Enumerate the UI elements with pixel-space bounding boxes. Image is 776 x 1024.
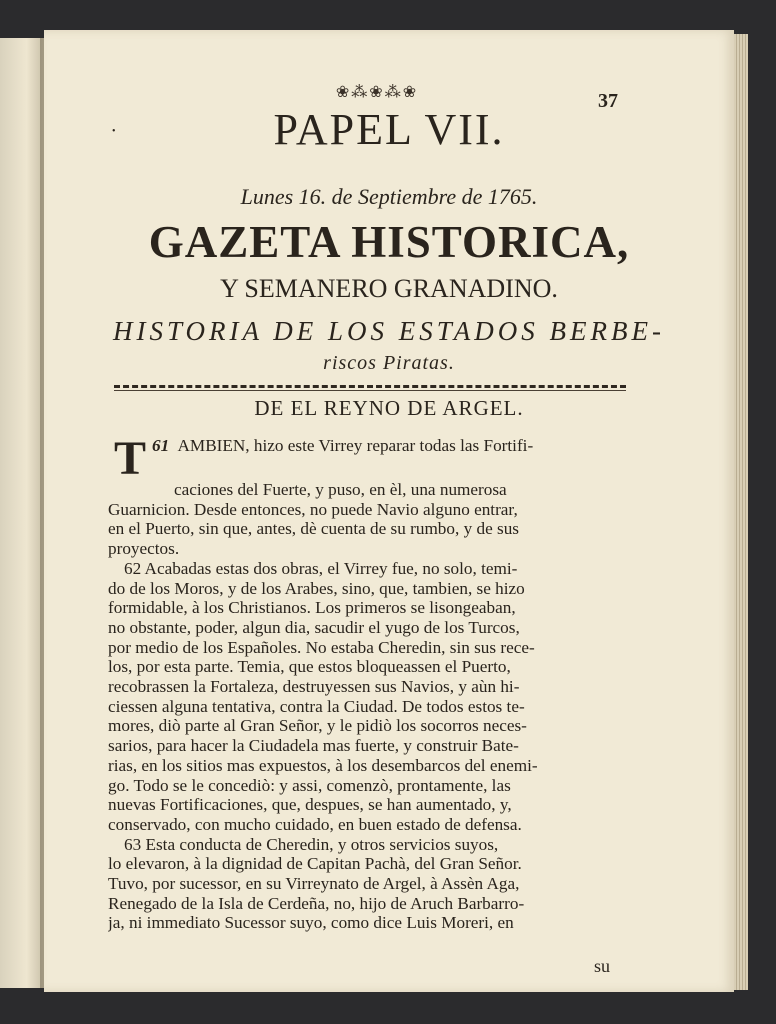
text-line: Tuvo, por sucessor, en su Virreynato de Argel, à Assèn Aga, — [108, 874, 520, 894]
issue-date: Lunes 16. de Septiembre de 1765. — [240, 184, 538, 209]
text-line: conservado, con mucho cuidado, en buen estado de defensa. — [108, 814, 522, 834]
page-edges — [734, 34, 748, 990]
text-line — [108, 436, 638, 480]
text-line: por medio de los Españoles. No estaba Cheredin, sin sus rece- — [108, 637, 535, 657]
text-line: lo elevaron, à la dignidad de Capitan Pachà, del Gran Señor. — [108, 854, 522, 874]
paragraph-number: 61 — [152, 436, 170, 455]
gazette-title: GAZETA HISTORICA, — [148, 217, 630, 267]
article-heading-cont: riscos Piratas. — [323, 352, 455, 374]
text-line: proyectos. — [108, 539, 180, 559]
text-line: formidable, à los Christianos. Los primeros se lisongeaban, — [108, 598, 516, 618]
text-line: 63 Esta conducta de Cheredin, y otros servicios suyos, — [124, 834, 499, 854]
ink-dot: • — [112, 126, 116, 137]
text-line: Renegado de la Isla de Cerdeña, no, hijo de Aruch Barbarro- — [108, 893, 525, 913]
text-line: ja, ni immediato Sucessor suyo, como dice Luis Moreri, en — [108, 913, 514, 933]
text-line-content: AMBIEN, hizo este Virrey reparar todas las Fortifi- — [177, 436, 534, 455]
text-line: en el Puerto, sin que, antes, dè cuenta de su rumbo, y de sus — [108, 519, 519, 539]
catchword: su — [594, 956, 611, 976]
text-line: sarios, para hacer la Ciudadela mas fuerte, y construir Bate- — [108, 736, 519, 756]
article-body — [108, 436, 638, 933]
drop-cap: T — [114, 436, 147, 480]
gazette-subtitle: Y SEMANERO GRANADINO. — [220, 274, 558, 303]
text-line: nuevas Fortificaciones, que, despues, se han aumentado, y, — [108, 795, 512, 815]
text-line: ciessen alguna tentativa, contra la Ciudad. De todos estos te- — [108, 696, 525, 716]
section-heading: DE EL REYNO DE ARGEL. — [254, 396, 524, 420]
header-ornament: ❀⁂❀⁂❀ — [335, 84, 419, 101]
text-line: Guarnicion. Desde entonces, no puede Navio alguno entrar, — [108, 499, 518, 519]
text-line: recobrassen la Fortaleza, destruyessen sus Navios, y aùn hi- — [108, 677, 520, 697]
text-line: rias, en los sitios mas expuestos, à los desembarcos del enemi- — [108, 755, 538, 775]
book-page — [44, 30, 734, 992]
page-number: 37 — [598, 90, 618, 112]
text-line: los, por esta parte. Temia, que estos bloqueassen el Puerto, — [108, 657, 511, 677]
text-line: do de los Moros, y de los Arabes, sino, que, tambien, se hizo — [108, 578, 525, 598]
ornamental-rule — [114, 385, 626, 388]
article-heading: HISTORIA DE LOS ESTADOS BERBE- — [113, 316, 665, 346]
facing-page-edge — [0, 38, 45, 988]
text-line: mores, diò parte al Gran Señor, y le pidiò los socorros neces- — [108, 716, 527, 736]
divider-rule — [114, 390, 626, 391]
text-line: no obstante, poder, algun dia, sacudir el yugo de los Turcos, — [108, 617, 520, 637]
text-line: go. Todo se le concediò: y assi, comenzò, prontamente, las — [108, 775, 511, 795]
papel-title: PAPEL VII. — [273, 105, 505, 154]
text-line: caciones del Fuerte, y puso, en èl, una numerosa — [174, 480, 507, 499]
text-line: 62 Acabadas estas dos obras, el Virrey fue, no solo, temi- — [124, 558, 518, 578]
